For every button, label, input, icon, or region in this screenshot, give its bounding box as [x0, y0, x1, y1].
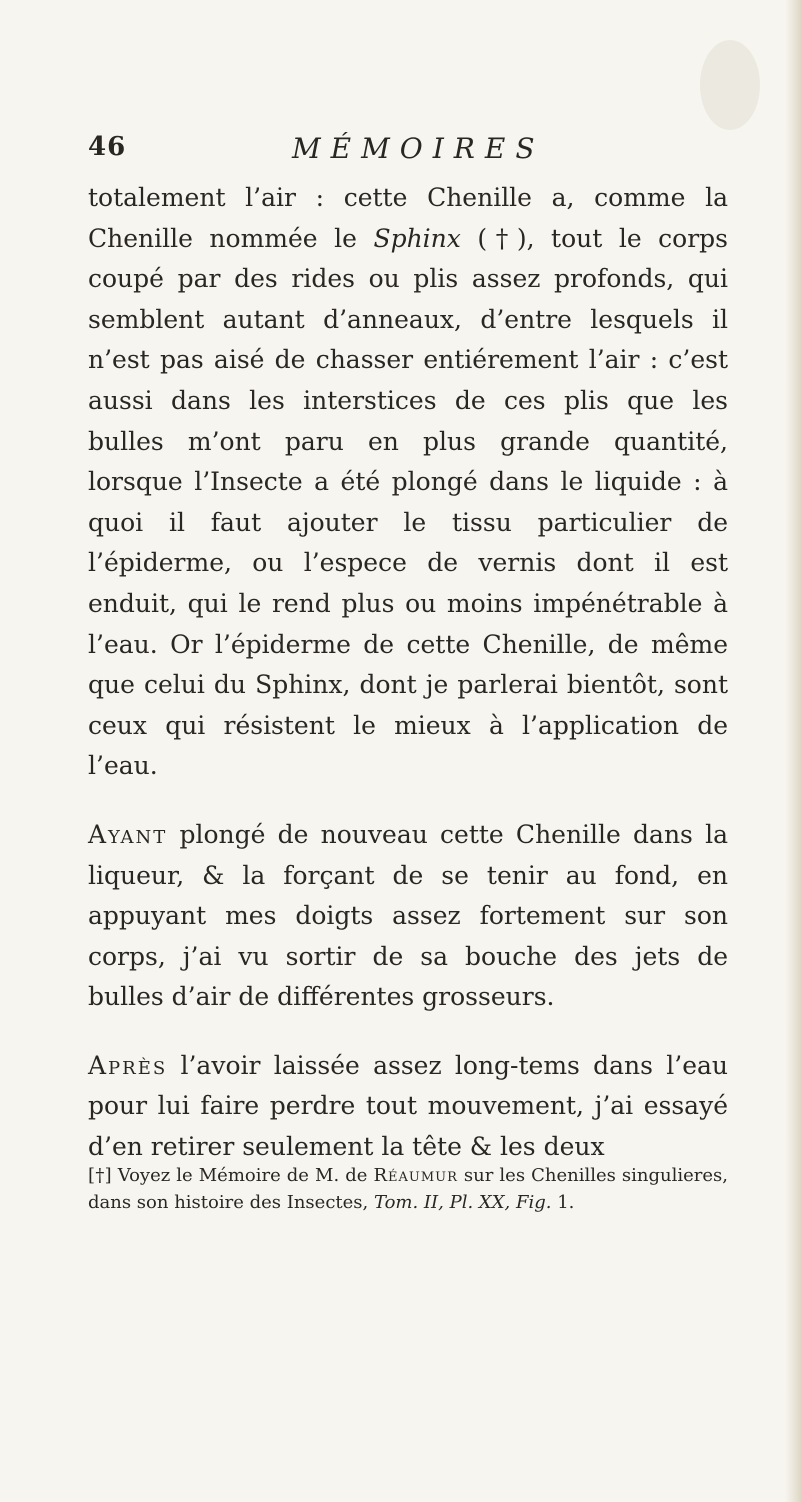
footnote-reference: Tom. II, Pl. XX, Fig. — [373, 1192, 552, 1213]
paragraph-1-text-b: (†), tout le corps coupé par des rides ou plis assez profonds, qui semblent autant d’anneaux, d’entre lesquels il n’est pas aisé de chasser entiérement l’air : c’est aussi dans les interstices de ces plis que les bulles m’ont paru en plus grande quantité, lorsque l’Insecte a été plongé dans le liquide : à quoi il faut ajouter le tissu particulier de l’épiderme, ou l’espece de vernis dont il est enduit, qui le rend plus ou moins impénétrable à l’eau. Or l’épiderme de cette Chenille, de même que celui du Sphinx, dont je parlerai bientôt, sont ceux qui résistent le mieux à l’application de l’eau. — [88, 223, 728, 781]
footnote — [88, 1162, 728, 1216]
paragraph-2-lead: Ayant — [88, 819, 168, 849]
page-edge — [785, 0, 801, 1502]
footnote-author: Réaumur — [373, 1165, 458, 1186]
paragraph-2 — [88, 815, 728, 1018]
paragraph-1-italic: Sphinx — [373, 223, 461, 253]
paragraph-1-text-a: totalement l’air : cette Chenille a, comme la Chenille nommée le — [88, 183, 728, 253]
footnote-reference-end: 1. — [551, 1192, 575, 1213]
footnote-marker: [†] — [88, 1165, 112, 1186]
paper-stain — [700, 40, 760, 130]
paragraph-3-lead: Après — [88, 1050, 168, 1080]
running-title: MÉMOIRES — [292, 132, 545, 165]
footnote-text-b: sur les Chenilles singulieres, dans son histoire des Insectes, — [88, 1165, 729, 1213]
paragraph-2-text: plongé de nouveau cette Chenille dans la liqueur, & la forçant de se tenir au fond, en appuyant mes doigts assez fortement sur son corps, j’ai vu sortir de sa bouche des jets de bulles d’air de différentes grosseurs. — [88, 819, 728, 1012]
page-header — [88, 132, 728, 172]
paragraph-1 — [88, 178, 728, 787]
body-text — [88, 178, 728, 1168]
paragraph-3-text: l’avoir laissée assez long-tems dans l’eau pour lui faire perdre tout mouvement, j’ai essayé d’en retirer seulement la tête & les deux — [88, 1050, 728, 1162]
paragraph-3 — [88, 1046, 728, 1168]
footnote-text-a: Voyez le Mémoire de M. de — [111, 1165, 374, 1186]
page-number: 46 — [88, 132, 127, 162]
